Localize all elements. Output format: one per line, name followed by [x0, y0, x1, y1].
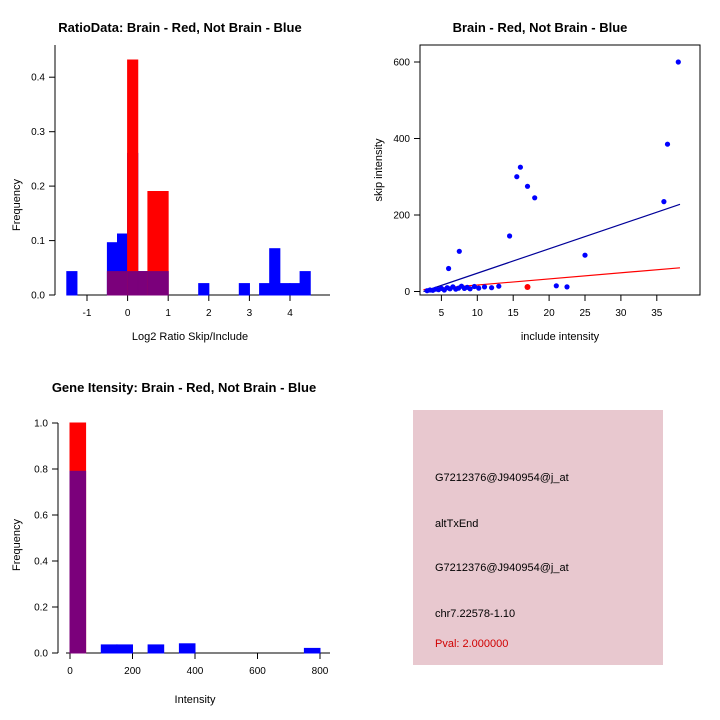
svg-text:3: 3: [246, 308, 253, 319]
info-line-probe-2: G7212376@J940954@j_at: [435, 562, 569, 574]
scatter-plot: [360, 0, 720, 355]
info-line-locus: chr7.22578-1.10: [435, 608, 516, 620]
svg-text:0.6: 0.6: [34, 510, 48, 522]
svg-text:0: 0: [124, 308, 131, 319]
svg-text:0: 0: [404, 287, 410, 298]
svg-text:0.4: 0.4: [34, 556, 48, 568]
svg-text:600: 600: [393, 57, 410, 69]
svg-text:5: 5: [438, 308, 445, 319]
scatter-title: Brain - Red, Not Brain - Blue: [452, 20, 628, 35]
hist-ratio-plot: [0, 0, 360, 355]
svg-text:400: 400: [393, 134, 410, 145]
hist-ratio-xlabel: Log2 Ratio Skip/Include: [131, 331, 249, 343]
svg-text:0.2: 0.2: [31, 181, 45, 193]
panel-scatter: [360, 0, 720, 355]
hist-intensity-title: Gene Itensity: Brain - Red, Not Brain - Blue: [51, 380, 317, 395]
scatter-ylabel: skip intensity: [373, 138, 385, 202]
svg-text:-1: -1: [82, 308, 92, 319]
svg-text:0.8: 0.8: [34, 464, 48, 476]
svg-text:2: 2: [206, 308, 212, 319]
svg-text:20: 20: [543, 308, 555, 319]
svg-text:10: 10: [471, 308, 483, 319]
svg-text:4: 4: [287, 308, 293, 319]
hist-ratio-ylabel: Frequency: [11, 179, 23, 231]
info-line-probe: G7212376@J940954@j_at: [435, 472, 569, 484]
svg-text:200: 200: [124, 666, 141, 677]
svg-text:0.4: 0.4: [31, 72, 45, 84]
svg-text:0: 0: [67, 666, 73, 677]
svg-text:15: 15: [507, 308, 519, 319]
svg-text:0.0: 0.0: [31, 290, 45, 302]
panel-hist-intensity: [0, 365, 360, 720]
svg-text:25: 25: [579, 308, 591, 319]
hist-ratio-title: RatioData: Brain - Red, Not Brain - Blue: [58, 20, 302, 35]
info-line-event: altTxEnd: [435, 518, 479, 530]
svg-text:0.2: 0.2: [34, 602, 48, 614]
svg-text:400: 400: [186, 666, 204, 677]
scatter-xlabel: include intensity: [520, 331, 600, 343]
svg-text:0.1: 0.1: [31, 236, 45, 248]
svg-text:200: 200: [393, 210, 410, 222]
info-box: [413, 410, 663, 665]
hist-intensity-xlabel: Intensity: [174, 694, 216, 706]
hist-intensity-plot: [0, 365, 360, 720]
svg-text:0.3: 0.3: [31, 127, 45, 139]
svg-text:800: 800: [311, 666, 329, 677]
svg-text:1.0: 1.0: [34, 418, 48, 430]
panel-hist-ratio: [0, 0, 360, 355]
svg-text:35: 35: [651, 308, 663, 319]
info-line-pval: Pval: 2.000000: [435, 638, 509, 650]
hist-intensity-ylabel: Frequency: [11, 519, 23, 571]
svg-text:30: 30: [615, 308, 627, 319]
brain-point: [525, 284, 531, 290]
svg-text:1: 1: [165, 308, 171, 319]
svg-text:600: 600: [249, 666, 266, 677]
svg-text:0.0: 0.0: [34, 648, 48, 660]
